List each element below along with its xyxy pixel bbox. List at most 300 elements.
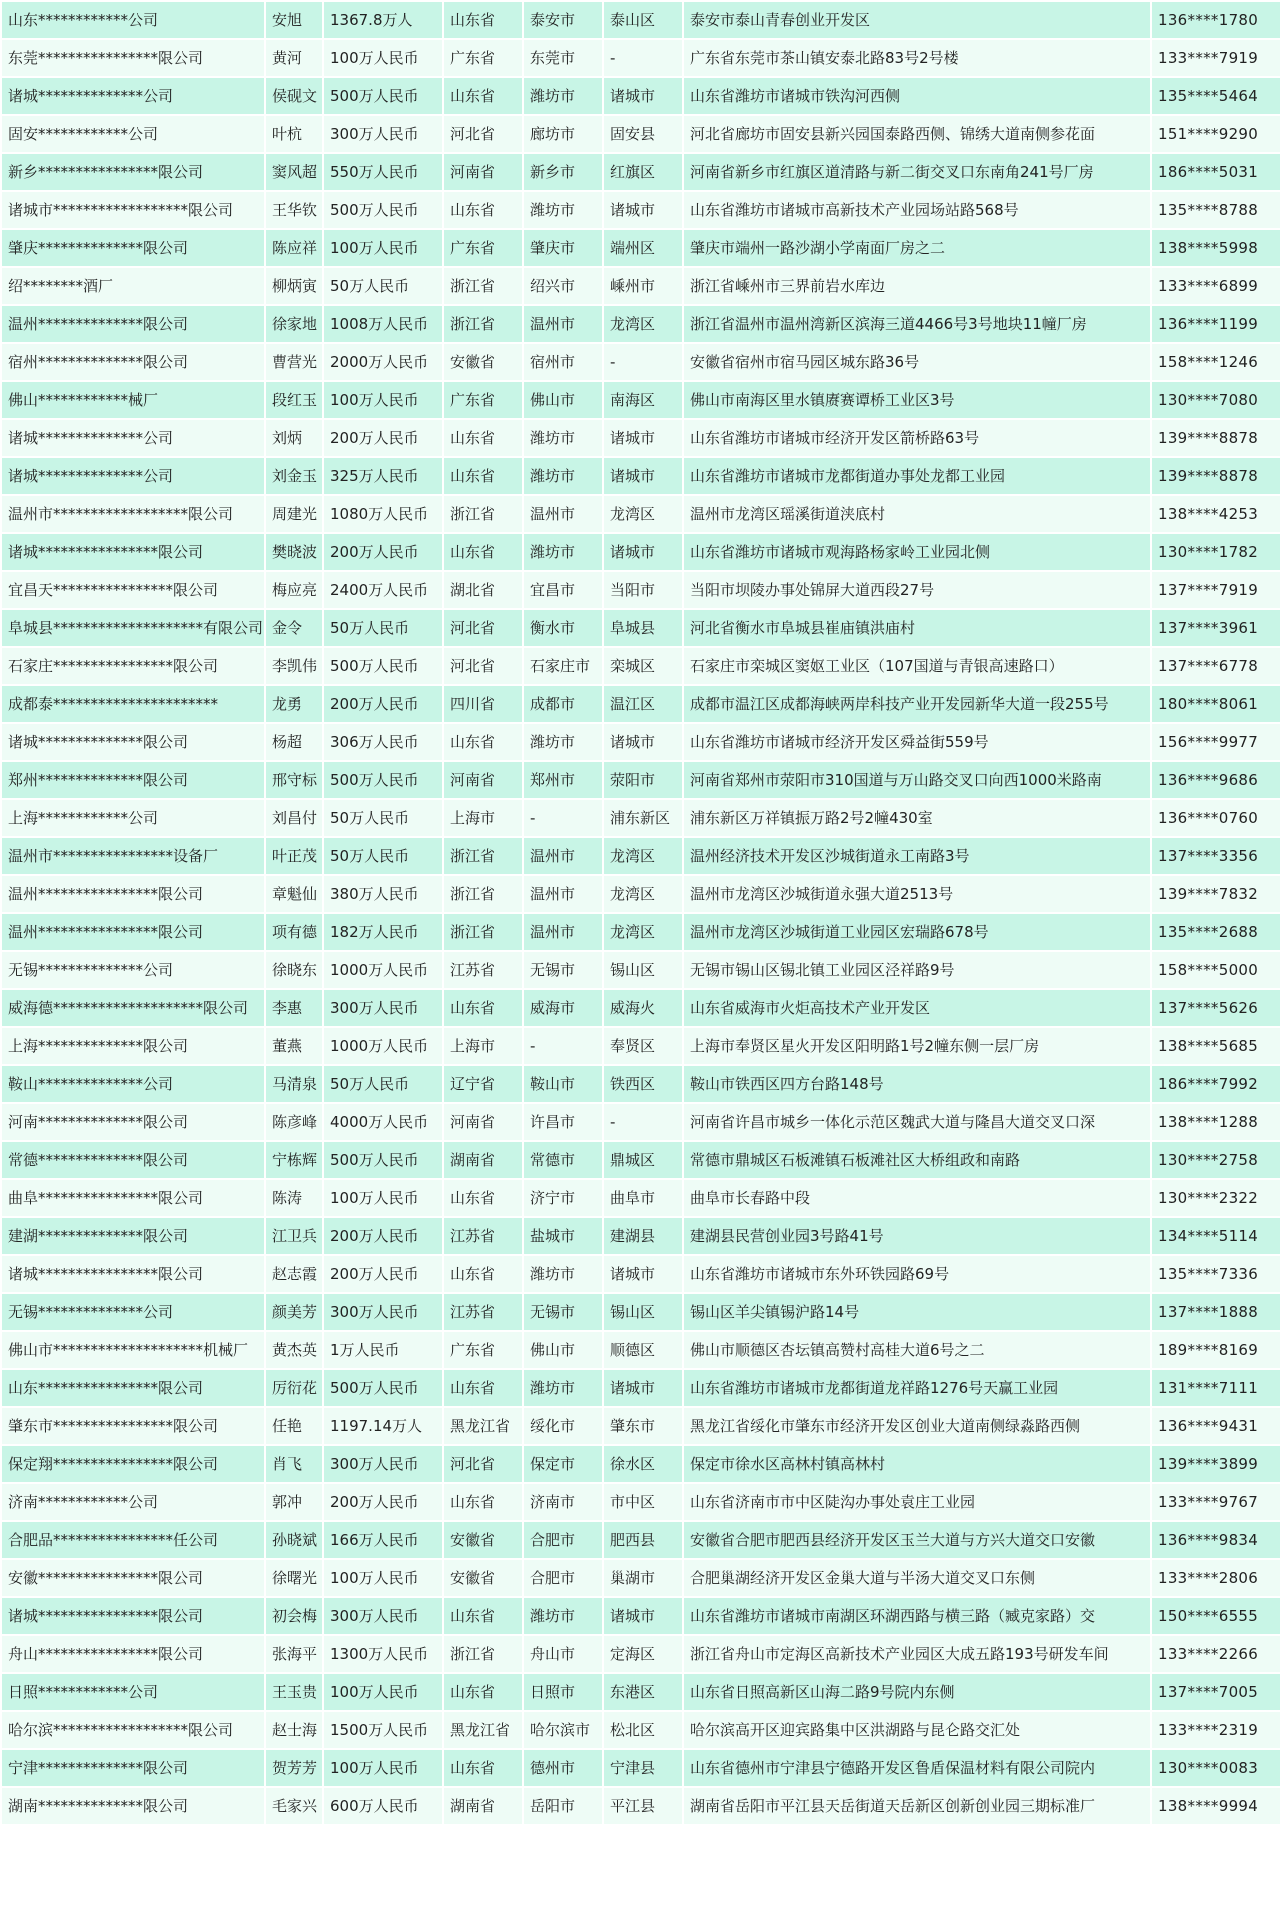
phone-cell: 137****5626 — [1152, 990, 1280, 1026]
city-cell: 温州市 — [524, 496, 602, 532]
table-row — [2, 762, 1280, 798]
registered-capital-cell: 2000万人民币 — [324, 344, 442, 380]
registered-capital-cell: 300万人民币 — [324, 1294, 442, 1330]
address-cell: 温州市龙湾区沙城街道永强大道2513号 — [684, 876, 1150, 912]
company-name-cell: 上海**************限公司 — [2, 1028, 264, 1064]
phone-cell: 138****1288 — [1152, 1104, 1280, 1140]
address-cell: 肇庆市端州一路沙湖小学南面厂房之二 — [684, 230, 1150, 266]
company-name-cell: 诸城**************公司 — [2, 78, 264, 114]
company-name-cell: 诸城市******************限公司 — [2, 192, 264, 228]
table-row — [2, 1104, 1280, 1140]
province-cell: 湖南省 — [444, 1142, 522, 1178]
company-name-cell: 济南************公司 — [2, 1484, 264, 1520]
legal-representative-cell: 黄河 — [266, 40, 322, 76]
city-cell: 绍兴市 — [524, 268, 602, 304]
city-cell: 潍坊市 — [524, 458, 602, 494]
province-cell: 浙江省 — [444, 914, 522, 950]
address-cell: 山东省潍坊市诸城市南湖区环湖西路与横三路（臧克家路）交 — [684, 1598, 1150, 1634]
district-cell: 诸城市 — [604, 1370, 682, 1406]
phone-cell: 158****1246 — [1152, 344, 1280, 380]
district-cell: - — [604, 1104, 682, 1140]
phone-cell: 186****5031 — [1152, 154, 1280, 190]
legal-representative-cell: 江卫兵 — [266, 1218, 322, 1254]
district-cell: 东港区 — [604, 1674, 682, 1710]
district-cell: 诸城市 — [604, 420, 682, 456]
district-cell: 龙湾区 — [604, 838, 682, 874]
company-name-cell: 东莞****************限公司 — [2, 40, 264, 76]
registered-capital-cell: 200万人民币 — [324, 1218, 442, 1254]
company-name-cell: 温州****************限公司 — [2, 876, 264, 912]
district-cell: 红旗区 — [604, 154, 682, 190]
city-cell: 衡水市 — [524, 610, 602, 646]
table-row — [2, 686, 1280, 722]
district-cell: 南海区 — [604, 382, 682, 418]
legal-representative-cell: 赵志霞 — [266, 1256, 322, 1292]
address-cell: 河北省廊坊市固安县新兴园国泰路西侧、锦绣大道南侧参花面 — [684, 116, 1150, 152]
city-cell: 潍坊市 — [524, 192, 602, 228]
address-cell: 保定市徐水区高林村镇高林村 — [684, 1446, 1150, 1482]
province-cell: 山东省 — [444, 990, 522, 1026]
table-row — [2, 1332, 1280, 1368]
table-row — [2, 230, 1280, 266]
address-cell: 温州经济技术开发区沙城街道永工南路3号 — [684, 838, 1150, 874]
district-cell: 肥西县 — [604, 1522, 682, 1558]
company-name-cell: 石家庄****************限公司 — [2, 648, 264, 684]
address-cell: 山东省潍坊市诸城市经济开发区舜益街559号 — [684, 724, 1150, 760]
phone-cell: 137****7005 — [1152, 1674, 1280, 1710]
district-cell: 温江区 — [604, 686, 682, 722]
city-cell: 无锡市 — [524, 952, 602, 988]
city-cell: 合肥市 — [524, 1522, 602, 1558]
address-cell: 山东省潍坊市诸城市经济开发区箭桥路63号 — [684, 420, 1150, 456]
company-name-cell: 成都泰********************** — [2, 686, 264, 722]
address-cell: 山东省潍坊市诸城市龙都街道办事处龙都工业园 — [684, 458, 1150, 494]
address-cell: 泰安市泰山青春创业开发区 — [684, 2, 1150, 38]
province-cell: 山东省 — [444, 534, 522, 570]
address-cell: 安徽省合肥市肥西县经济开发区玉兰大道与方兴大道交口安徽 — [684, 1522, 1150, 1558]
company-name-cell: 固安************公司 — [2, 116, 264, 152]
city-cell: 潍坊市 — [524, 78, 602, 114]
registered-capital-cell: 300万人民币 — [324, 116, 442, 152]
address-cell: 湖南省岳阳市平江县天岳街道天岳新区创新创业园三期标准厂 — [684, 1788, 1150, 1824]
registered-capital-cell: 550万人民币 — [324, 154, 442, 190]
address-cell: 曲阜市长春路中段 — [684, 1180, 1150, 1216]
district-cell: 浦东新区 — [604, 800, 682, 836]
city-cell: 哈尔滨市 — [524, 1712, 602, 1748]
district-cell: 端州区 — [604, 230, 682, 266]
province-cell: 黑龙江省 — [444, 1712, 522, 1748]
district-cell: 曲阜市 — [604, 1180, 682, 1216]
phone-cell: 133****2319 — [1152, 1712, 1280, 1748]
province-cell: 浙江省 — [444, 876, 522, 912]
legal-representative-cell: 窦风超 — [266, 154, 322, 190]
address-cell: 建湖县民营创业园3号路41号 — [684, 1218, 1150, 1254]
city-cell: 温州市 — [524, 838, 602, 874]
table-row — [2, 1788, 1280, 1824]
table-row — [2, 838, 1280, 874]
phone-cell: 156****9977 — [1152, 724, 1280, 760]
phone-cell: 133****2266 — [1152, 1636, 1280, 1672]
company-name-cell: 建湖**************限公司 — [2, 1218, 264, 1254]
province-cell: 河北省 — [444, 1446, 522, 1482]
address-cell: 锡山区羊尖镇锡沪路14号 — [684, 1294, 1150, 1330]
phone-cell: 135****2688 — [1152, 914, 1280, 950]
district-cell: 建湖县 — [604, 1218, 682, 1254]
district-cell: 徐水区 — [604, 1446, 682, 1482]
table-row — [2, 1408, 1280, 1444]
registered-capital-cell: 1300万人民币 — [324, 1636, 442, 1672]
company-name-cell: 舟山****************限公司 — [2, 1636, 264, 1672]
registered-capital-cell: 306万人民币 — [324, 724, 442, 760]
phone-cell: 136****1780 — [1152, 2, 1280, 38]
company-name-cell: 湖南**************限公司 — [2, 1788, 264, 1824]
registered-capital-cell: 1197.14万人 — [324, 1408, 442, 1444]
address-cell: 浙江省温州市温州湾新区滨海三道4466号3号地块11幢厂房 — [684, 306, 1150, 342]
table-row — [2, 2, 1280, 38]
district-cell: 栾城区 — [604, 648, 682, 684]
province-cell: 山东省 — [444, 1180, 522, 1216]
table-row — [2, 1446, 1280, 1482]
legal-representative-cell: 赵士海 — [266, 1712, 322, 1748]
registered-capital-cell: 100万人民币 — [324, 382, 442, 418]
district-cell: 龙湾区 — [604, 914, 682, 950]
address-cell: 鞍山市铁西区四方台路148号 — [684, 1066, 1150, 1102]
province-cell: 广东省 — [444, 1332, 522, 1368]
city-cell: 宿州市 — [524, 344, 602, 380]
city-cell: 潍坊市 — [524, 1370, 602, 1406]
table-row — [2, 724, 1280, 760]
table-row — [2, 572, 1280, 608]
phone-cell: 151****9290 — [1152, 116, 1280, 152]
table-row — [2, 534, 1280, 570]
address-cell: 河南省新乡市红旗区道清路与新二街交叉口东南角241号厂房 — [684, 154, 1150, 190]
address-cell: 河北省衡水市阜城县崔庙镇洪庙村 — [684, 610, 1150, 646]
phone-cell: 130****0083 — [1152, 1750, 1280, 1786]
district-cell: 市中区 — [604, 1484, 682, 1520]
province-cell: 江苏省 — [444, 1294, 522, 1330]
table-row — [2, 1028, 1280, 1064]
registered-capital-cell: 50万人民币 — [324, 610, 442, 646]
legal-representative-cell: 龙勇 — [266, 686, 322, 722]
phone-cell: 130****1782 — [1152, 534, 1280, 570]
phone-cell: 137****6778 — [1152, 648, 1280, 684]
address-cell: 温州市龙湾区沙城街道工业园区宏瑞路678号 — [684, 914, 1150, 950]
district-cell: 嵊州市 — [604, 268, 682, 304]
table-row — [2, 1484, 1280, 1520]
registered-capital-cell: 1000万人民币 — [324, 1028, 442, 1064]
registered-capital-cell: 1500万人民币 — [324, 1712, 442, 1748]
table-row — [2, 1256, 1280, 1292]
province-cell: 山东省 — [444, 192, 522, 228]
address-cell: 哈尔滨高开区迎宾路集中区洪湖路与昆仑路交汇处 — [684, 1712, 1150, 1748]
table-row — [2, 1674, 1280, 1710]
phone-cell: 158****5000 — [1152, 952, 1280, 988]
legal-representative-cell: 颜美芳 — [266, 1294, 322, 1330]
province-cell: 河北省 — [444, 116, 522, 152]
address-cell: 广东省东莞市茶山镇安泰北路83号2号楼 — [684, 40, 1150, 76]
address-cell: 成都市温江区成都海峡两岸科技产业开发园新华大道一段255号 — [684, 686, 1150, 722]
address-cell: 黑龙江省绥化市肇东市经济开发区创业大道南侧绿淼路西侧 — [684, 1408, 1150, 1444]
address-cell: 山东省潍坊市诸城市铁沟河西侧 — [684, 78, 1150, 114]
district-cell: 诸城市 — [604, 78, 682, 114]
district-cell: 定海区 — [604, 1636, 682, 1672]
province-cell: 湖北省 — [444, 572, 522, 608]
legal-representative-cell: 王玉贵 — [266, 1674, 322, 1710]
registered-capital-cell: 100万人民币 — [324, 40, 442, 76]
province-cell: 浙江省 — [444, 306, 522, 342]
city-cell: 泰安市 — [524, 2, 602, 38]
phone-cell: 130****2758 — [1152, 1142, 1280, 1178]
legal-representative-cell: 项有德 — [266, 914, 322, 950]
company-name-cell: 佛山市********************机械厂 — [2, 1332, 264, 1368]
city-cell: 威海市 — [524, 990, 602, 1026]
city-cell: 廊坊市 — [524, 116, 602, 152]
city-cell: 潍坊市 — [524, 1256, 602, 1292]
registered-capital-cell: 100万人民币 — [324, 1750, 442, 1786]
city-cell: 岳阳市 — [524, 1788, 602, 1824]
legal-representative-cell: 刘昌付 — [266, 800, 322, 836]
district-cell: 松北区 — [604, 1712, 682, 1748]
province-cell: 安徽省 — [444, 1560, 522, 1596]
district-cell: 阜城县 — [604, 610, 682, 646]
registered-capital-cell: 325万人民币 — [324, 458, 442, 494]
registered-capital-cell: 1008万人民币 — [324, 306, 442, 342]
city-cell: 济南市 — [524, 1484, 602, 1520]
address-cell: 山东省潍坊市诸城市东外环铁园路69号 — [684, 1256, 1150, 1292]
legal-representative-cell: 厉衍花 — [266, 1370, 322, 1406]
legal-representative-cell: 陈应祥 — [266, 230, 322, 266]
address-cell: 石家庄市栾城区窦妪工业区（107国道与青银高速路口） — [684, 648, 1150, 684]
city-cell: 德州市 — [524, 1750, 602, 1786]
province-cell: 安徽省 — [444, 344, 522, 380]
legal-representative-cell: 徐家地 — [266, 306, 322, 342]
registered-capital-cell: 500万人民币 — [324, 192, 442, 228]
legal-representative-cell: 刘金玉 — [266, 458, 322, 494]
city-cell: 温州市 — [524, 306, 602, 342]
address-cell: 浙江省舟山市定海区高新技术产业园区大成五路193号研发车间 — [684, 1636, 1150, 1672]
company-name-cell: 合肥品****************任公司 — [2, 1522, 264, 1558]
phone-cell: 134****5114 — [1152, 1218, 1280, 1254]
province-cell: 山东省 — [444, 724, 522, 760]
table-row — [2, 306, 1280, 342]
address-cell: 河南省郑州市荥阳市310国道与万山路交叉口向西1000米路南 — [684, 762, 1150, 798]
registered-capital-cell: 1万人民币 — [324, 1332, 442, 1368]
company-name-cell: 常德**************限公司 — [2, 1142, 264, 1178]
registered-capital-cell: 100万人民币 — [324, 1674, 442, 1710]
phone-cell: 139****7832 — [1152, 876, 1280, 912]
legal-representative-cell: 樊晓波 — [266, 534, 322, 570]
city-cell: 佛山市 — [524, 382, 602, 418]
district-cell: 诸城市 — [604, 1598, 682, 1634]
phone-cell: 137****3961 — [1152, 610, 1280, 646]
province-cell: 河南省 — [444, 154, 522, 190]
address-cell: 温州市龙湾区瑶溪街道浃底村 — [684, 496, 1150, 532]
table-row — [2, 800, 1280, 836]
district-cell: 巢湖市 — [604, 1560, 682, 1596]
table-row — [2, 78, 1280, 114]
city-cell: 东莞市 — [524, 40, 602, 76]
district-cell: 锡山区 — [604, 952, 682, 988]
table-row — [2, 914, 1280, 950]
address-cell: 常德市鼎城区石板滩镇石板滩社区大桥组政和南路 — [684, 1142, 1150, 1178]
registered-capital-cell: 200万人民币 — [324, 534, 442, 570]
province-cell: 浙江省 — [444, 496, 522, 532]
city-cell: 许昌市 — [524, 1104, 602, 1140]
legal-representative-cell: 刘炳 — [266, 420, 322, 456]
company-name-cell: 温州市****************设备厂 — [2, 838, 264, 874]
district-cell: 诸城市 — [604, 1256, 682, 1292]
district-cell: 宁津县 — [604, 1750, 682, 1786]
registered-capital-cell: 1000万人民币 — [324, 952, 442, 988]
legal-representative-cell: 金令 — [266, 610, 322, 646]
registered-capital-cell: 50万人民币 — [324, 838, 442, 874]
legal-representative-cell: 张海平 — [266, 1636, 322, 1672]
table-row — [2, 40, 1280, 76]
city-cell: 温州市 — [524, 914, 602, 950]
city-cell: 石家庄市 — [524, 648, 602, 684]
city-cell: 潍坊市 — [524, 724, 602, 760]
city-cell: 无锡市 — [524, 1294, 602, 1330]
phone-cell: 130****7080 — [1152, 382, 1280, 418]
table-row — [2, 610, 1280, 646]
city-cell: 保定市 — [524, 1446, 602, 1482]
city-cell: 潍坊市 — [524, 420, 602, 456]
registered-capital-cell: 1367.8万人 — [324, 2, 442, 38]
city-cell: 济宁市 — [524, 1180, 602, 1216]
province-cell: 山东省 — [444, 1370, 522, 1406]
phone-cell: 135****7336 — [1152, 1256, 1280, 1292]
table-row — [2, 1180, 1280, 1216]
address-cell: 当阳市坝陵办事处锦屏大道西段27号 — [684, 572, 1150, 608]
company-name-cell: 诸城**************公司 — [2, 458, 264, 494]
province-cell: 上海市 — [444, 1028, 522, 1064]
district-cell: 鼎城区 — [604, 1142, 682, 1178]
city-cell: 绥化市 — [524, 1408, 602, 1444]
legal-representative-cell: 宁栋辉 — [266, 1142, 322, 1178]
city-cell: - — [524, 800, 602, 836]
table-row — [2, 1712, 1280, 1748]
province-cell: 广东省 — [444, 382, 522, 418]
legal-representative-cell: 徐晓东 — [266, 952, 322, 988]
district-cell: 威海火 — [604, 990, 682, 1026]
table-row — [2, 1598, 1280, 1634]
phone-cell: 136****9834 — [1152, 1522, 1280, 1558]
table-row — [2, 496, 1280, 532]
phone-cell: 133****6899 — [1152, 268, 1280, 304]
company-name-cell: 山东************公司 — [2, 2, 264, 38]
phone-cell: 180****8061 — [1152, 686, 1280, 722]
phone-cell: 135****5464 — [1152, 78, 1280, 114]
phone-cell: 139****8878 — [1152, 458, 1280, 494]
company-name-cell: 诸城**************限公司 — [2, 724, 264, 760]
province-cell: 湖南省 — [444, 1788, 522, 1824]
city-cell: 成都市 — [524, 686, 602, 722]
table-row — [2, 1750, 1280, 1786]
province-cell: 四川省 — [444, 686, 522, 722]
company-name-cell: 诸城****************限公司 — [2, 534, 264, 570]
legal-representative-cell: 马清泉 — [266, 1066, 322, 1102]
province-cell: 山东省 — [444, 78, 522, 114]
phone-cell: 138****5685 — [1152, 1028, 1280, 1064]
table-row — [2, 268, 1280, 304]
city-cell: 潍坊市 — [524, 534, 602, 570]
district-cell: 荥阳市 — [604, 762, 682, 798]
province-cell: 山东省 — [444, 1674, 522, 1710]
district-cell: - — [604, 344, 682, 380]
legal-representative-cell: 梅应亮 — [266, 572, 322, 608]
district-cell: - — [604, 40, 682, 76]
phone-cell: 189****8169 — [1152, 1332, 1280, 1368]
table-row — [2, 990, 1280, 1026]
province-cell: 河北省 — [444, 648, 522, 684]
registered-capital-cell: 500万人民币 — [324, 1142, 442, 1178]
company-name-cell: 诸城****************限公司 — [2, 1598, 264, 1634]
district-cell: 平江县 — [604, 1788, 682, 1824]
registered-capital-cell: 200万人民币 — [324, 1256, 442, 1292]
address-cell: 安徽省宿州市宿马园区城东路36号 — [684, 344, 1150, 380]
legal-representative-cell: 周建光 — [266, 496, 322, 532]
registered-capital-cell: 50万人民币 — [324, 800, 442, 836]
district-cell: 铁西区 — [604, 1066, 682, 1102]
phone-cell: 139****8878 — [1152, 420, 1280, 456]
company-name-cell: 哈尔滨******************限公司 — [2, 1712, 264, 1748]
legal-representative-cell: 董燕 — [266, 1028, 322, 1064]
registered-capital-cell: 100万人民币 — [324, 230, 442, 266]
registered-capital-cell: 380万人民币 — [324, 876, 442, 912]
company-name-cell: 诸城**************公司 — [2, 420, 264, 456]
city-cell: 温州市 — [524, 876, 602, 912]
table-row — [2, 1294, 1280, 1330]
city-cell: - — [524, 1028, 602, 1064]
address-cell: 山东省威海市火炬高技术产业开发区 — [684, 990, 1150, 1026]
company-name-cell: 宿州**************限公司 — [2, 344, 264, 380]
company-name-cell: 威海德********************限公司 — [2, 990, 264, 1026]
legal-representative-cell: 侯砚文 — [266, 78, 322, 114]
legal-representative-cell: 李凯伟 — [266, 648, 322, 684]
table-row — [2, 154, 1280, 190]
city-cell: 新乡市 — [524, 154, 602, 190]
province-cell: 河南省 — [444, 762, 522, 798]
registered-capital-cell: 500万人民币 — [324, 78, 442, 114]
phone-cell: 136****0760 — [1152, 800, 1280, 836]
company-name-cell: 日照************公司 — [2, 1674, 264, 1710]
legal-representative-cell: 初会梅 — [266, 1598, 322, 1634]
legal-representative-cell: 叶杭 — [266, 116, 322, 152]
phone-cell: 136****9431 — [1152, 1408, 1280, 1444]
province-cell: 广东省 — [444, 40, 522, 76]
legal-representative-cell: 肖飞 — [266, 1446, 322, 1482]
city-cell: 盐城市 — [524, 1218, 602, 1254]
address-cell: 佛山市顺德区杏坛镇高赞村高桂大道6号之二 — [684, 1332, 1150, 1368]
table-row — [2, 876, 1280, 912]
province-cell: 山东省 — [444, 420, 522, 456]
address-cell: 河南省许昌市城乡一体化示范区魏武大道与隆昌大道交叉口深 — [684, 1104, 1150, 1140]
legal-representative-cell: 陈涛 — [266, 1180, 322, 1216]
phone-cell: 186****7992 — [1152, 1066, 1280, 1102]
registered-capital-cell: 500万人民币 — [324, 762, 442, 798]
legal-representative-cell: 毛家兴 — [266, 1788, 322, 1824]
phone-cell: 136****1199 — [1152, 306, 1280, 342]
company-name-cell: 安徽****************限公司 — [2, 1560, 264, 1596]
registered-capital-cell: 600万人民币 — [324, 1788, 442, 1824]
province-cell: 上海市 — [444, 800, 522, 836]
address-cell: 浙江省嵊州市三界前岩水库边 — [684, 268, 1150, 304]
registered-capital-cell: 300万人民币 — [324, 1598, 442, 1634]
registered-capital-cell: 4000万人民币 — [324, 1104, 442, 1140]
province-cell: 山东省 — [444, 458, 522, 494]
phone-cell: 137****3356 — [1152, 838, 1280, 874]
province-cell: 广东省 — [444, 230, 522, 266]
